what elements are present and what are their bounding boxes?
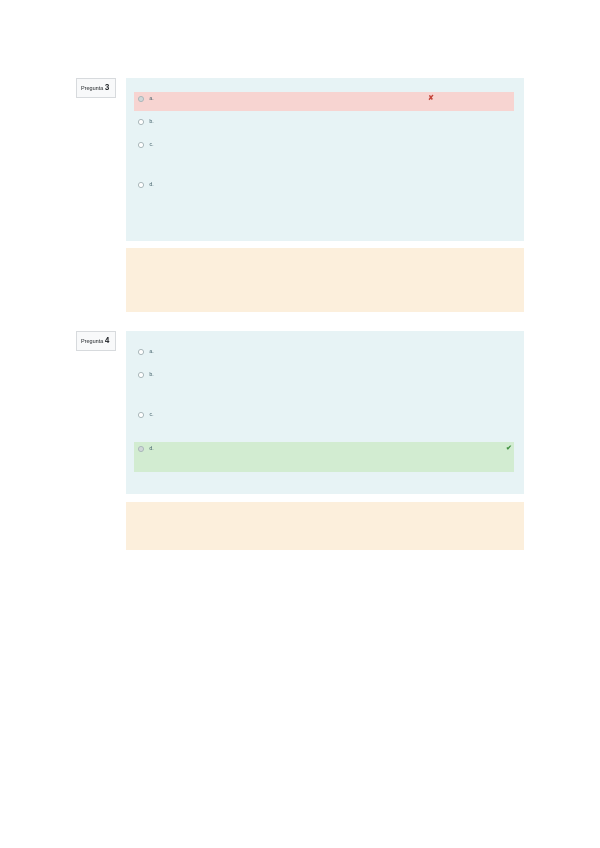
question-content-3 [126, 78, 524, 241]
radio-button[interactable] [138, 372, 144, 378]
answer-letter: d. [149, 446, 154, 452]
radio-button[interactable] [138, 119, 144, 125]
answer-letter: b. [149, 372, 154, 378]
answer-option-d[interactable] [134, 442, 514, 472]
answer-letter: b. [149, 119, 154, 125]
radio-button-selected[interactable] [138, 446, 144, 452]
x-icon: ✘ [428, 95, 434, 102]
radio-button-selected[interactable] [138, 96, 144, 102]
answer-letter: c. [149, 142, 154, 148]
answer-option-b[interactable] [134, 115, 514, 134]
answer-option-c[interactable] [134, 138, 514, 174]
question-number [81, 335, 111, 347]
answer-letter: c. [149, 412, 154, 418]
radio-button[interactable] [138, 142, 144, 148]
answer-option-a[interactable] [134, 345, 514, 364]
answer-letter: a. [149, 349, 154, 355]
answer-option-a[interactable] [134, 92, 514, 111]
question-number-value: 3 [104, 83, 110, 92]
answer-option-c[interactable] [134, 408, 514, 438]
radio-button[interactable] [138, 349, 144, 355]
question-label: Pregunta [81, 86, 104, 92]
check-icon: ✔ [506, 445, 512, 452]
radio-button[interactable] [138, 182, 144, 188]
feedback-panel-4 [126, 502, 524, 550]
answer-option-b[interactable] [134, 368, 514, 404]
question-number-value: 4 [104, 336, 110, 345]
question-info-3 [76, 78, 116, 98]
answer-letter: a. [149, 96, 154, 102]
feedback-panel-3 [126, 248, 524, 312]
question-info-4 [76, 331, 116, 351]
answer-option-d[interactable] [134, 178, 514, 214]
question-content-4 [126, 331, 524, 494]
question-number [81, 82, 111, 94]
question-label: Pregunta [81, 339, 104, 345]
radio-button[interactable] [138, 412, 144, 418]
answer-letter: d. [149, 182, 154, 188]
